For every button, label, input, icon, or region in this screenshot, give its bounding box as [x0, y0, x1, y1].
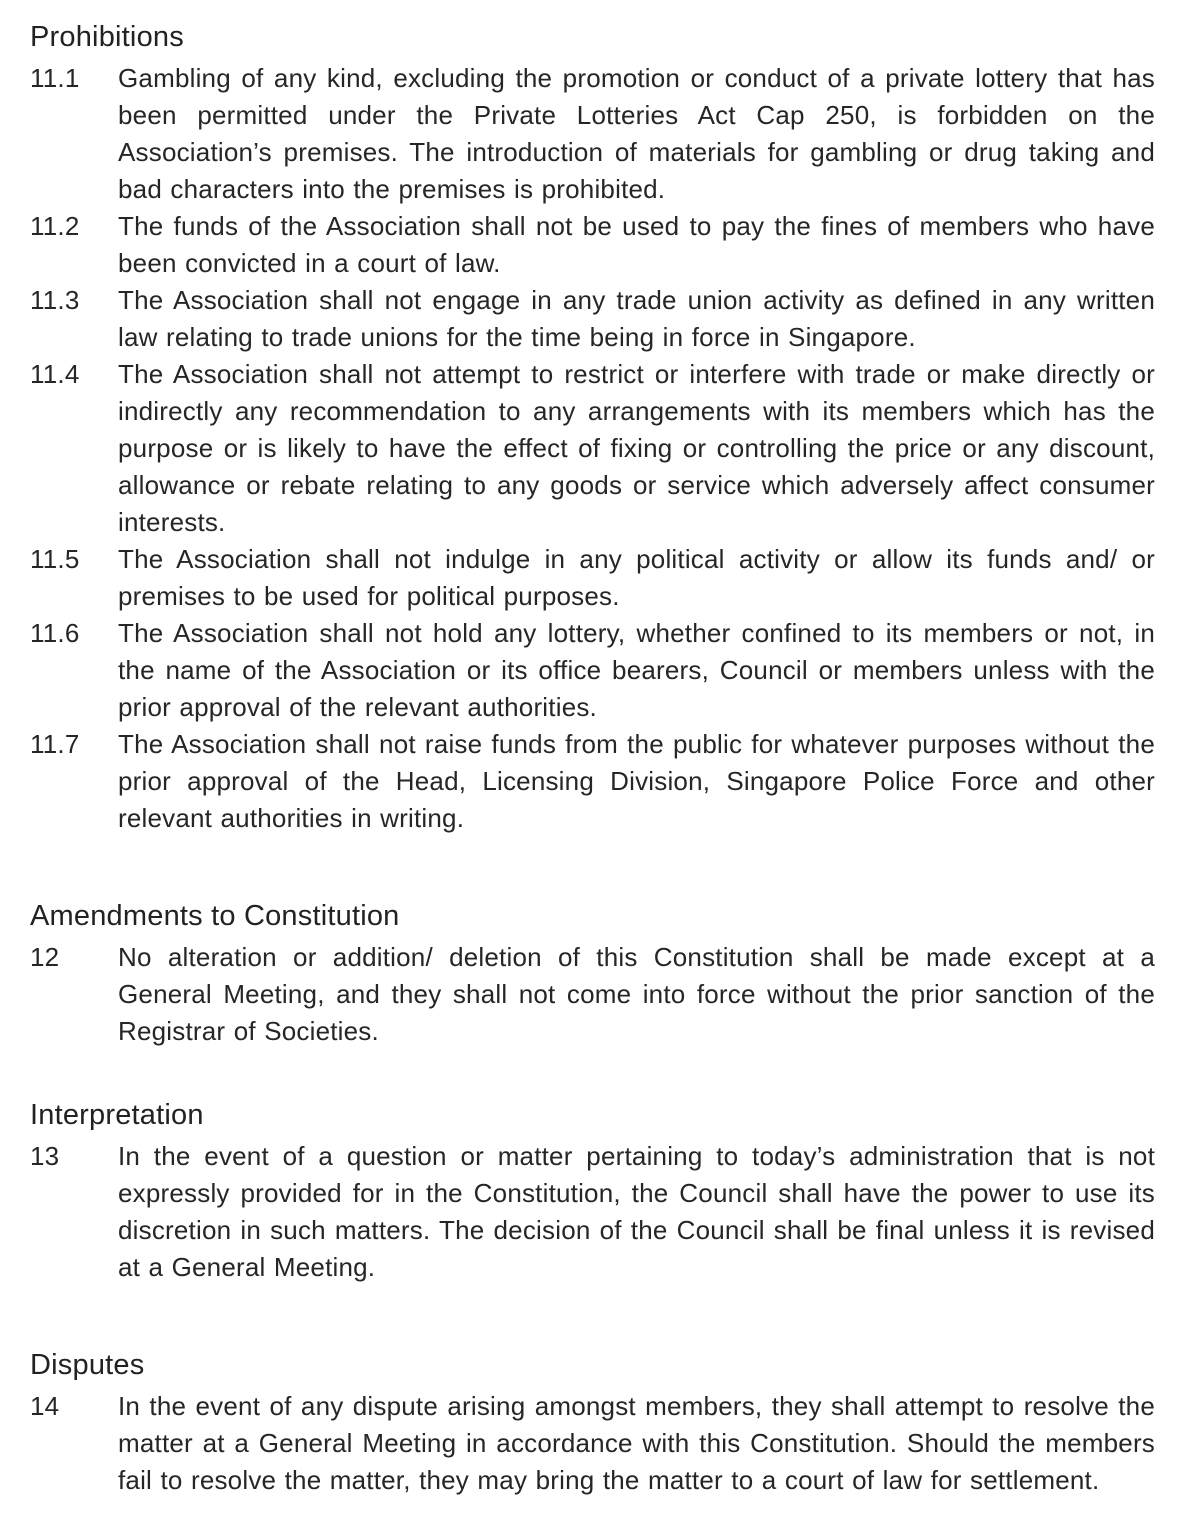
clause-row [30, 208, 1155, 282]
clause-number: 11.6 [30, 618, 80, 648]
clause-number: 11.7 [30, 729, 80, 759]
section-heading: Interpretation [30, 1099, 204, 1131]
document-section [30, 1344, 1155, 1499]
document-section [30, 16, 1155, 837]
clause-text: The Association shall not attempt to restrict or interfere with trade or make directly or indirectly any recommendation to any arrangements with its members which has the purpose or is likely to have the effect of fixing or controlling the price or any discount, allowance or rebate relating to any goods or service which adversely affect consumer interests. [118, 359, 1155, 537]
clause-row [30, 939, 1155, 1050]
clause-row [30, 356, 1155, 541]
clause-number: 11.3 [30, 285, 80, 315]
section-heading: Disputes [30, 1349, 145, 1381]
clause-number: 12 [30, 942, 60, 972]
clause-text: No alteration or addition/ deletion of this Constitution shall be made except at a General Meeting, and they shall not come into force without the prior sanction of the Registrar of Societies. [118, 942, 1155, 1046]
clause-text: The funds of the Association shall not be used to pay the fines of members who have been convicted in a court of law. [118, 211, 1155, 278]
clause-row [30, 1388, 1155, 1499]
clause-row [30, 282, 1155, 356]
clause-text: In the event of any dispute arising amongst members, they shall attempt to resolve the matter at a General Meeting in accordance with this Constitution. Should the members fail to resolve the matter, they may bring the matter to a court of law for settlement. [118, 1391, 1155, 1495]
clause-number: 14 [30, 1391, 60, 1421]
section-heading: Amendments to Constitution [30, 900, 400, 932]
clause-text: The Association shall not raise funds from the public for whatever purposes without the prior approval of the Head, Licensing Division, Singapore Police Force and other relevant authorities in writing. [118, 729, 1155, 833]
clause-row [30, 541, 1155, 615]
clause-text: Gambling of any kind, excluding the promotion or conduct of a private lottery that has been permitted under the Private Lotteries Act Cap 250, is forbidden on the Association’s premises. The introduction of materials for gambling or drug taking and bad characters into the premises is prohibited. [118, 63, 1155, 204]
document-section [30, 895, 1155, 1050]
clause-number: 11.5 [30, 544, 80, 574]
clause-row [30, 60, 1155, 208]
clause-row [30, 1138, 1155, 1286]
clause-row [30, 726, 1155, 837]
clause-text: The Association shall not indulge in any political activity or allow its funds and/ or premises to be used for political purposes. [118, 544, 1155, 611]
clause-list [30, 1388, 1155, 1499]
document-section [30, 1094, 1155, 1286]
clause-number: 11.1 [30, 63, 80, 93]
clause-number: 13 [30, 1141, 60, 1171]
clause-text: The Association shall not engage in any trade union activity as defined in any written law relating to trade unions for the time being in force in Singapore. [118, 285, 1155, 352]
clause-list [30, 939, 1155, 1050]
clause-text: The Association shall not hold any lottery, whether confined to its members or not, in the name of the Association or its office bearers, Council or members unless with the prior approval of the relevant authorities. [118, 618, 1155, 722]
clause-number: 11.4 [30, 359, 80, 389]
section-heading: Prohibitions [30, 21, 184, 53]
clause-list [30, 1138, 1155, 1286]
clause-number: 11.2 [30, 211, 80, 241]
clause-list [30, 60, 1155, 837]
clause-text: In the event of a question or matter pertaining to today’s administration that is not expressly provided for in the Constitution, the Council shall have the power to use its discretion in such matters. The decision of the Council shall be final unless it is revised at a General Meeting. [118, 1141, 1155, 1282]
clause-row [30, 615, 1155, 726]
